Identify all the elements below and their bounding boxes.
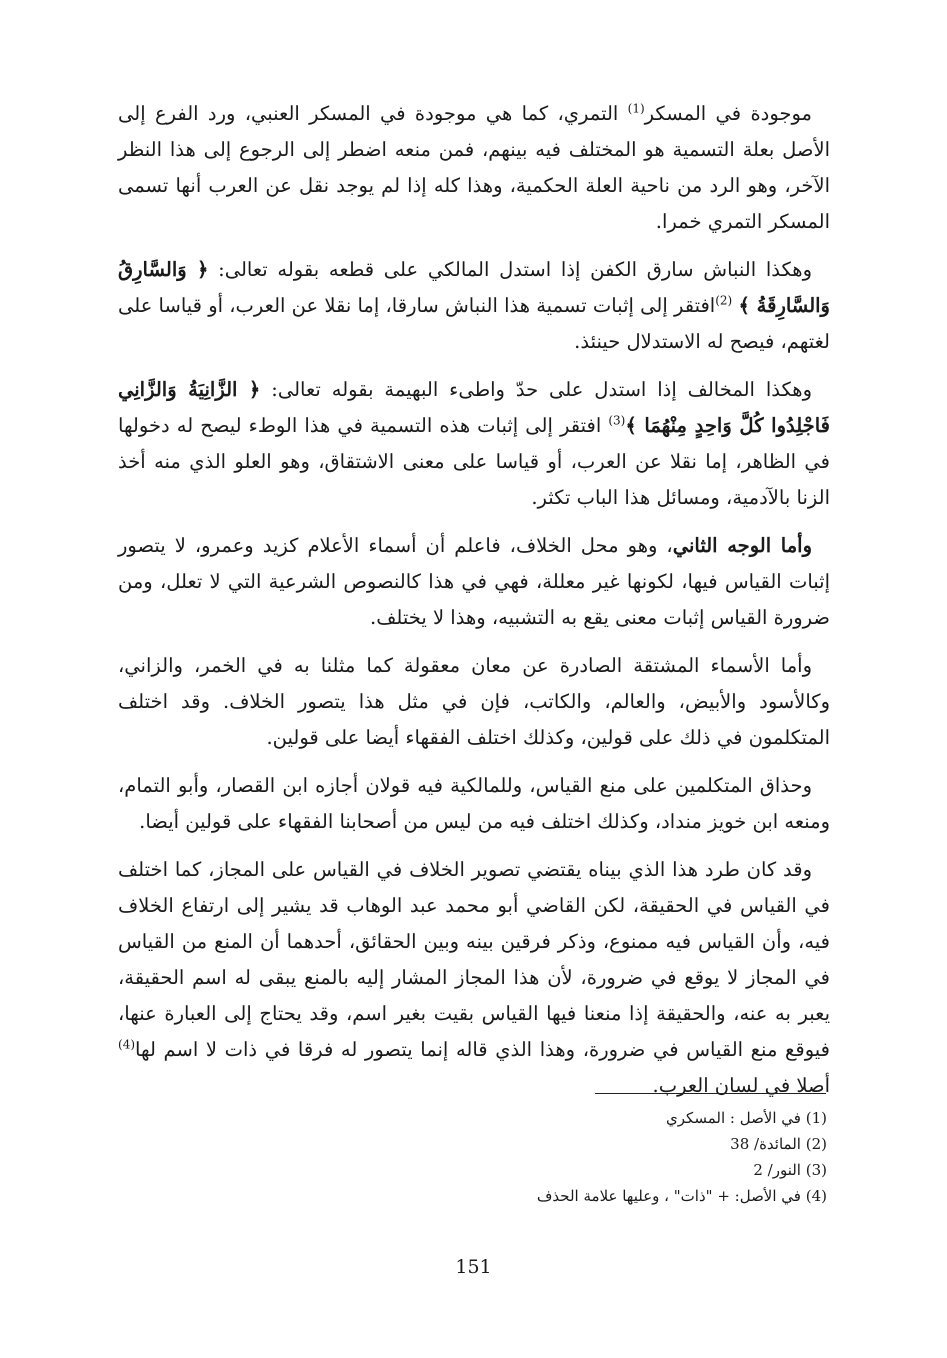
paragraph-7 [118,852,830,1104]
paragraph-7-text-b: أصلا في لسان العرب. [652,1074,830,1097]
paragraph-7-text-a: وقد كان طرد هذا الذي بيناه يقتضي تصوير الخلاف في القياس على المجاز، كما اختلف في القياس في الحقيقة، لكن القاضي أبو محمد عبد الوهاب قد يشير إلى ارتفاع الخلاف فيه، وأن القياس فيه ممنوع، وذكر فرقين بينه وبين الحقائق، أحدهما أن المنع من القياس في المجاز لا يوقع في ضرورة، لأن هذا المجاز المشار إليه بالمنع يبقى له اسم الحقيقة، يعبر به عنه، والحقيقة إذا منعنا فيها القياس بقيت بغير اسم، وقد يحتاج إلى العبارة عنها، فيوقع منع القياس في ضرورة، وهذا الذي قاله إنما يتصور له فرقا في ذات لا اسم لها [118,858,830,1061]
paragraph-3-text-b: افتقر إلى إثبات هذه التسمية في هذا الوطء ليصح له دخولها في الظاهر، إما نقلا عن العرب، أو قياسا على معنى الاشتقاق، وهو العلو الذي منه أخذ الزنا بالآدمية، ومسائل هذا الباب تكثر. [118,414,830,509]
paragraph-1-text-b: التمري، كما هي موجودة في المسكر العنبي، ورد الفرع إلى الأصل بعلة التسمية هو المختلف فيه بينهم، فمن منعه اضطر إلى الرجوع إلى هذا النظر الآخر، وهو الرد من ناحية العلة الحكمية، وهذا كله إذا لم يوجد نقل عن العرب أنها تسمى المسكر التمري خمرا. [118,102,830,233]
footnote-ref-3: (3) [608,413,626,428]
paragraph-6 [118,768,830,840]
footnote-ref-2: (2) [715,293,733,308]
paragraph-4 [118,528,830,636]
paragraph-2 [118,252,830,360]
paragraph-6-text: وحذاق المتكلمين على منع القياس، وللمالكية فيه قولان أجازه ابن القصار، وأبو التمام، ومنعه ابن خويز منداد، وكذلك اختلف فيه من ليس من أصحابنا الفقهاء على قولين أيضا. [118,774,830,833]
paragraph-2-text-a: وهكذا النباش سارق الكفن إذا استدل المالكي على قطعه بقوله تعالى: [208,258,812,281]
paragraph-5-text: وأما الأسماء المشتقة الصادرة عن معان معقولة كما مثلنا به في الخمر، والزاني، وكالأسود والأبيض، والعالم، والكاتب، فإن في مثل هذا يتصور الخلاف. وقد اختلف المتكلمون في ذلك على قولين، وكذلك اختلف الفقهاء أيضا على قولين. [118,654,830,749]
quran-quote-2: ﴿ الزَّانِيَةُ وَالزَّانِي فَاجْلِدُوا كُلَّ وَاحِدٍ مِنْهُمَا ﴾ [118,378,830,437]
paragraph-4-text: ، وهو محل الخلاف، فاعلم أن أسماء الأعلام كزيد وعمرو، لا يتصور إثبات القياس فيها، لكونها غير معللة، فهي في هذا كالنصوص الشرعية التي لا تعلل، ومن ضرورة القياس إثبات معنى يقع به التشبيه، وهذا لا يختلف. [118,534,830,629]
footnote-ref-4: (4) [118,1037,136,1052]
paragraph-4-lead: وأما الوجه الثاني [672,534,812,557]
footnotes [427,1105,827,1209]
page-number: 151 [455,1256,492,1278]
footnote-1: (1) في الأصل : المسكري [666,1109,827,1127]
footnote-2: (2) المائدة/ 38 [730,1135,827,1153]
paragraph-5 [118,648,830,756]
paragraph-2-text-b: افتقر إلى إثبات تسمية هذا النباش سارقا، إما نقلا عن العرب، أو قياسا على لغتهم، فيصح له الاستدلال حينئذ. [118,294,830,353]
main-text [118,96,830,1116]
footnote-3: (3) النور/ 2 [753,1161,827,1179]
paragraph-3-text-a: وهكذا المخالف إذا استدل على حدّ واطىء البهيمة بقوله تعالى: [260,378,812,401]
paragraph-1-text-a: موجودة في المسكر [644,102,813,125]
footnote-divider [595,1093,826,1094]
footnote-4: (4) في الأصل: + "ذات" ، وعليها علامة الحذف [536,1187,827,1205]
quran-quote-1: ﴿ وَالسَّارِقُ وَالسَّارِقَةُ ﴾ [118,258,830,317]
footnote-ref-1: (1) [627,101,645,116]
paragraph-3 [118,372,830,516]
paragraph-1 [118,96,830,240]
